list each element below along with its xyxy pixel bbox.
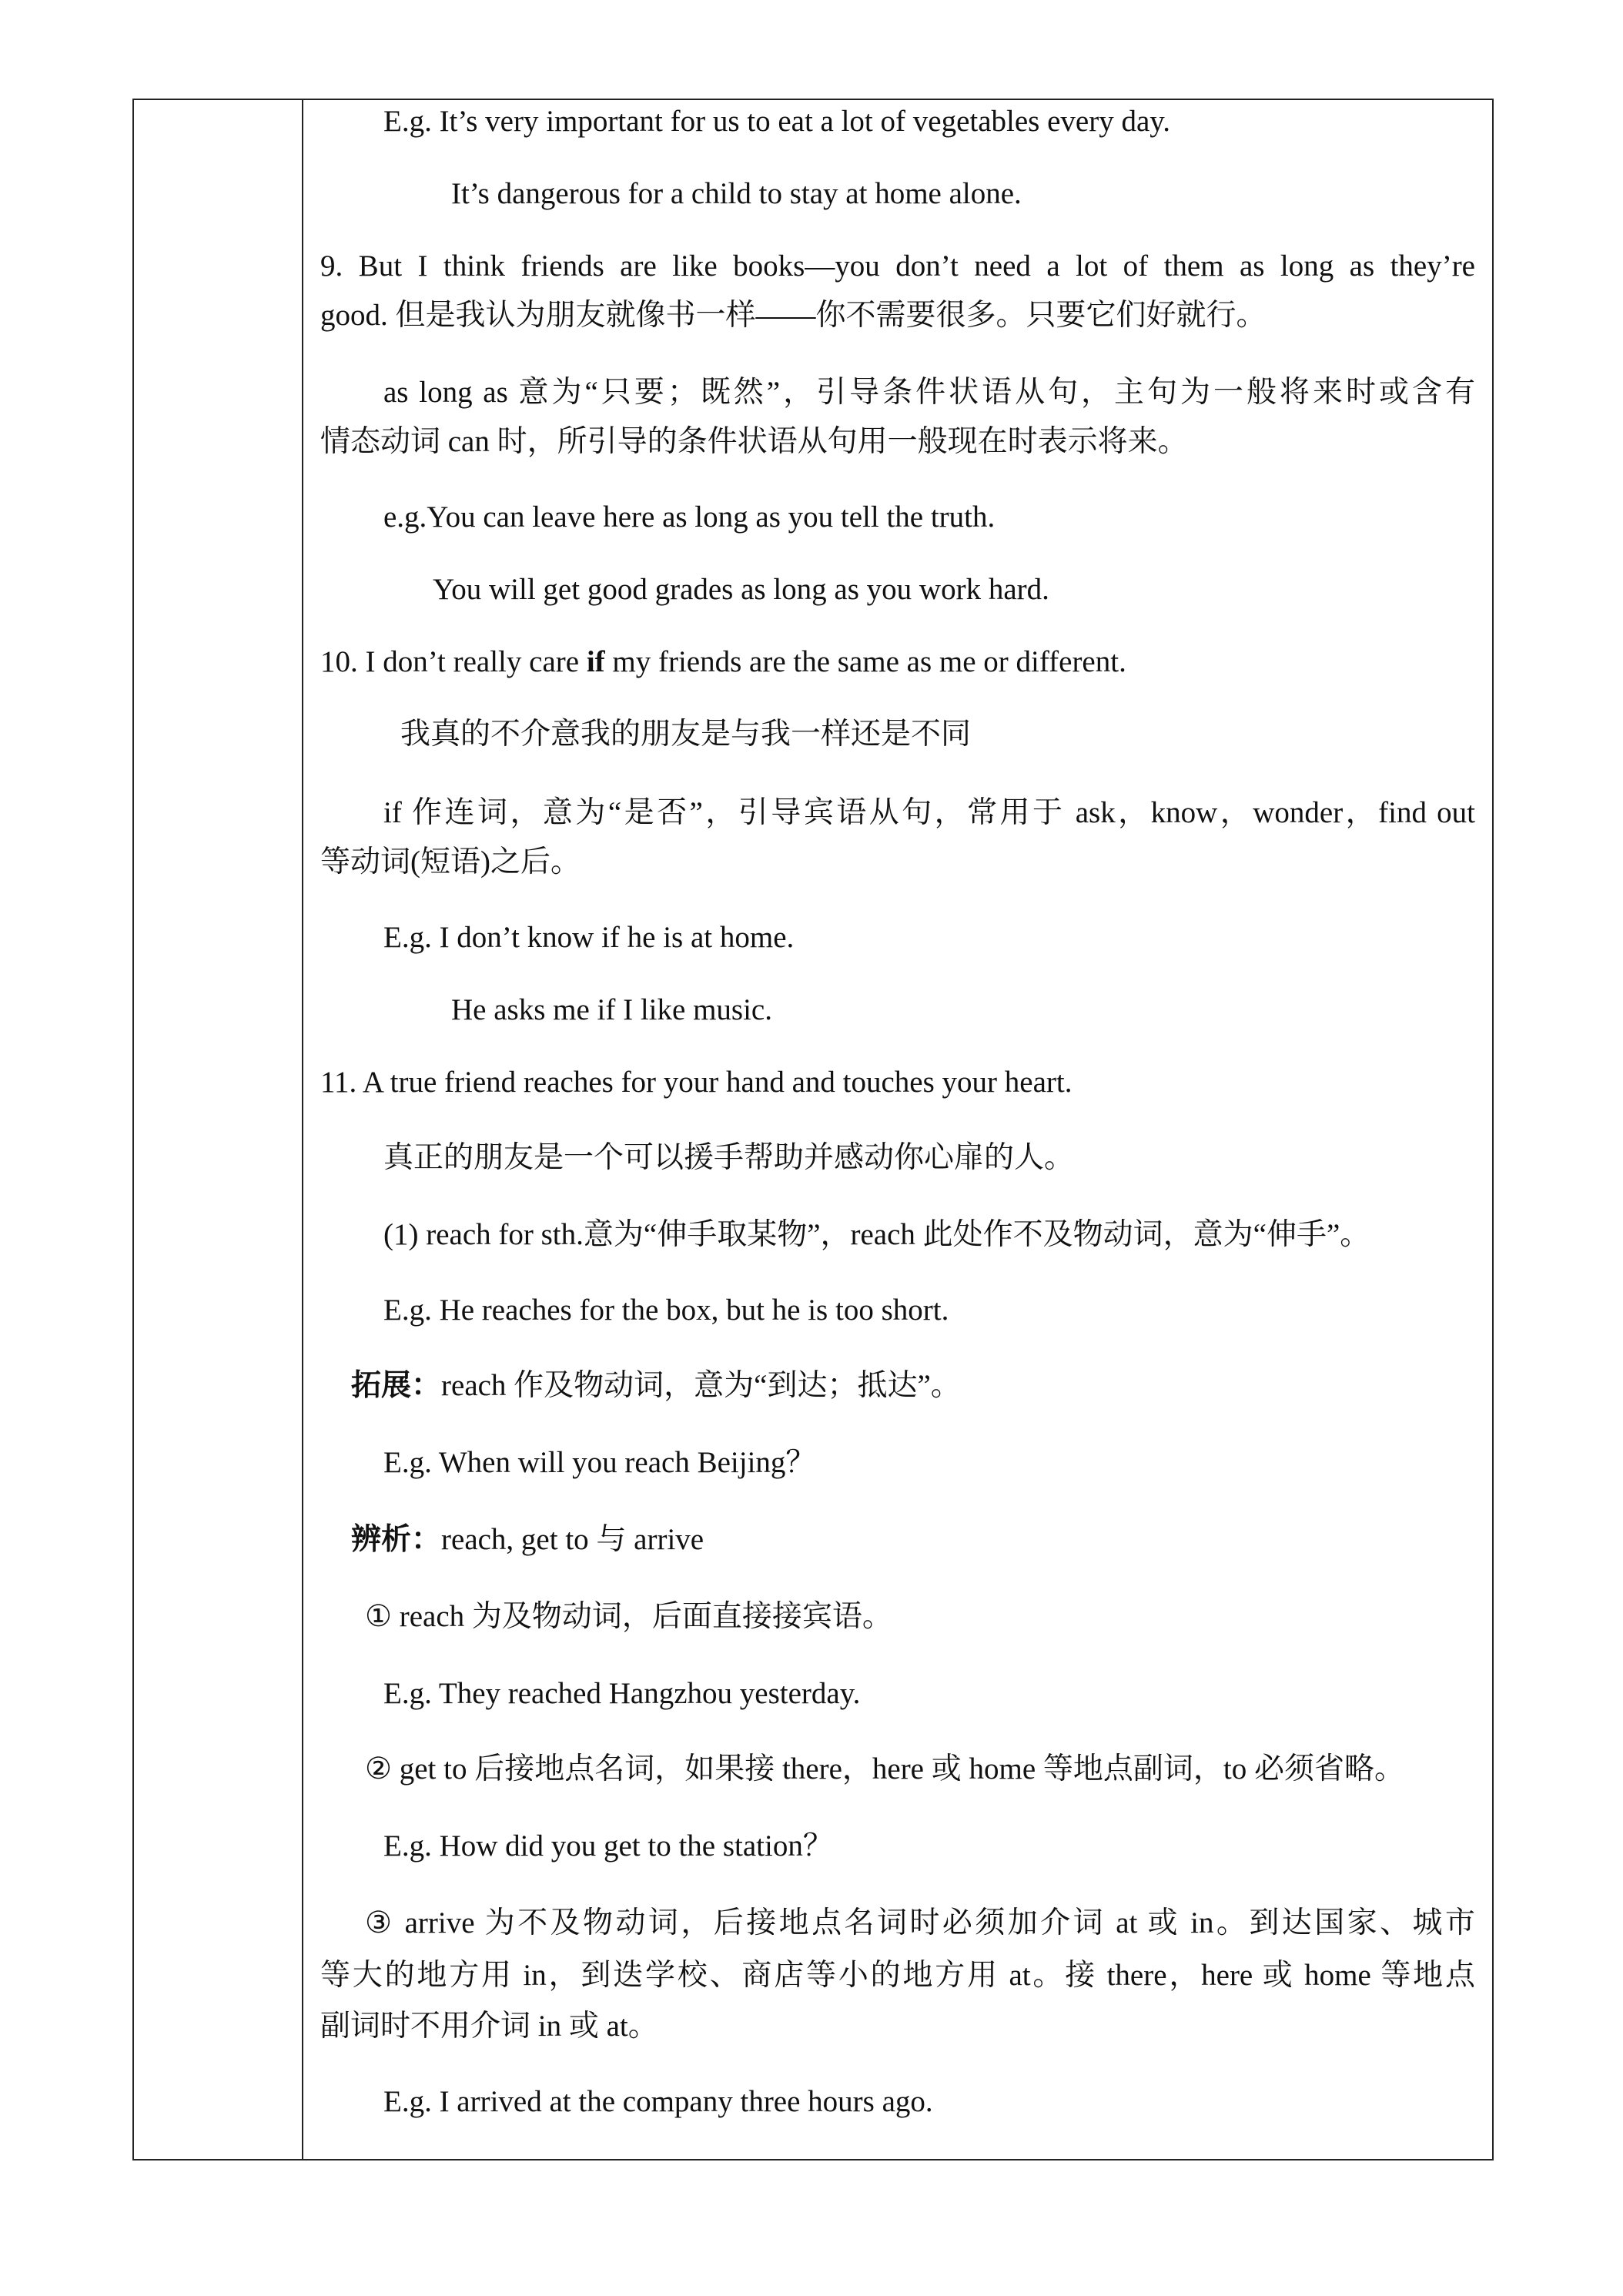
reach-for-note: (1) reach for sth.意为“伸手取某物”，reach 此处作不及物动词，意为“伸手”。: [383, 1218, 1370, 1251]
item-9-sentence: 9. But I think friends are like books—you don’t need a lot of them as long as they’re: [320, 249, 1475, 283]
analysis-label: 辨析：: [351, 1523, 442, 1556]
example-company: E.g. I arrived at the company three hours ago.: [383, 2085, 933, 2118]
point-3-arrive-line3: 副词时不用介词 in 或 at。: [320, 2010, 658, 2043]
example-vegetables: E.g. It’s very important for us to eat a lot of vegetables every day.: [383, 105, 1170, 138]
as-long-as-note-line1: as long as 意为“只要；既然”，引导条件状语从句，主句为一般将来时或含有: [383, 376, 1475, 409]
extension-text: reach 作及物动词，意为“到达；抵达”。: [441, 1369, 961, 1402]
item-10-text-b: my friends are the same as me or different.: [604, 645, 1126, 678]
example-at-home: E.g. I don’t know if he is at home.: [383, 921, 795, 954]
item-10-text-a: 10. I don’t really care: [320, 645, 587, 678]
example-truth: e.g.You can leave here as long as you tell the truth.: [383, 500, 996, 534]
example-hangzhou: E.g. They reached Hangzhou yesterday.: [383, 1677, 861, 1710]
example-box: E.g. He reaches for the box, but he is too short.: [383, 1294, 949, 1327]
as-long-as-note-line2: 情态动词 can 时，所引导的条件状语从句用一般现在时表示将来。: [320, 425, 1188, 458]
item-11-sentence: 11. A true friend reaches for your hand and touches your heart.: [320, 1066, 1073, 1099]
item-10-keyword-if: if: [586, 645, 605, 678]
point-3-arrive-line1: ③ arrive 为不及物动词，后接地点名词时必须加介词 at 或 in。到达国家、城市: [365, 1906, 1475, 1940]
item-9-translation: good. 但是我认为朋友就像书一样——你不需要很多。只要它们好就行。: [320, 299, 1267, 332]
example-music: He asks me if I like music.: [451, 993, 772, 1026]
example-station: E.g. How did you get to the station？: [383, 1829, 833, 1863]
extension-label: 拓展：: [351, 1369, 442, 1402]
example-beijing: E.g. When will you reach Beijing？: [383, 1446, 816, 1479]
point-3-arrive-line2: 等大的地方用 in，到迭学校、商店等小的地方用 at。接 there，here 或 home 等地点: [320, 1959, 1475, 1992]
point-1-reach: ① reach 为及物动词，后面直接接宾语。: [365, 1600, 892, 1633]
point-2-get-to: ② get to 后接地点名词，如果接 there，here 或 home 等地点副词，to 必须省略。: [365, 1752, 1404, 1786]
analysis-note: [351, 1525, 704, 1555]
analysis-text: reach, get to 与 arrive: [441, 1523, 704, 1556]
item-11-translation: 真正的朋友是一个可以援手帮助并感动你心扉的人。: [383, 1141, 1075, 1174]
item-10-translation: 我真的不介意我的朋友是与我一样还是不同: [400, 718, 972, 751]
if-note-line1: if 作连词，意为“是否”，引导宾语从句，常用于 ask，know，wonder，find out: [383, 796, 1475, 829]
column-divider: [302, 99, 303, 2160]
example-dangerous: It’s dangerous for a child to stay at home alone.: [451, 177, 1022, 210]
example-grades: You will get good grades as long as you work hard.: [433, 573, 1049, 606]
if-note-line2: 等动词(短语)之后。: [320, 845, 581, 879]
extension-note: [351, 1371, 961, 1401]
item-10-sentence: [320, 647, 1126, 677]
